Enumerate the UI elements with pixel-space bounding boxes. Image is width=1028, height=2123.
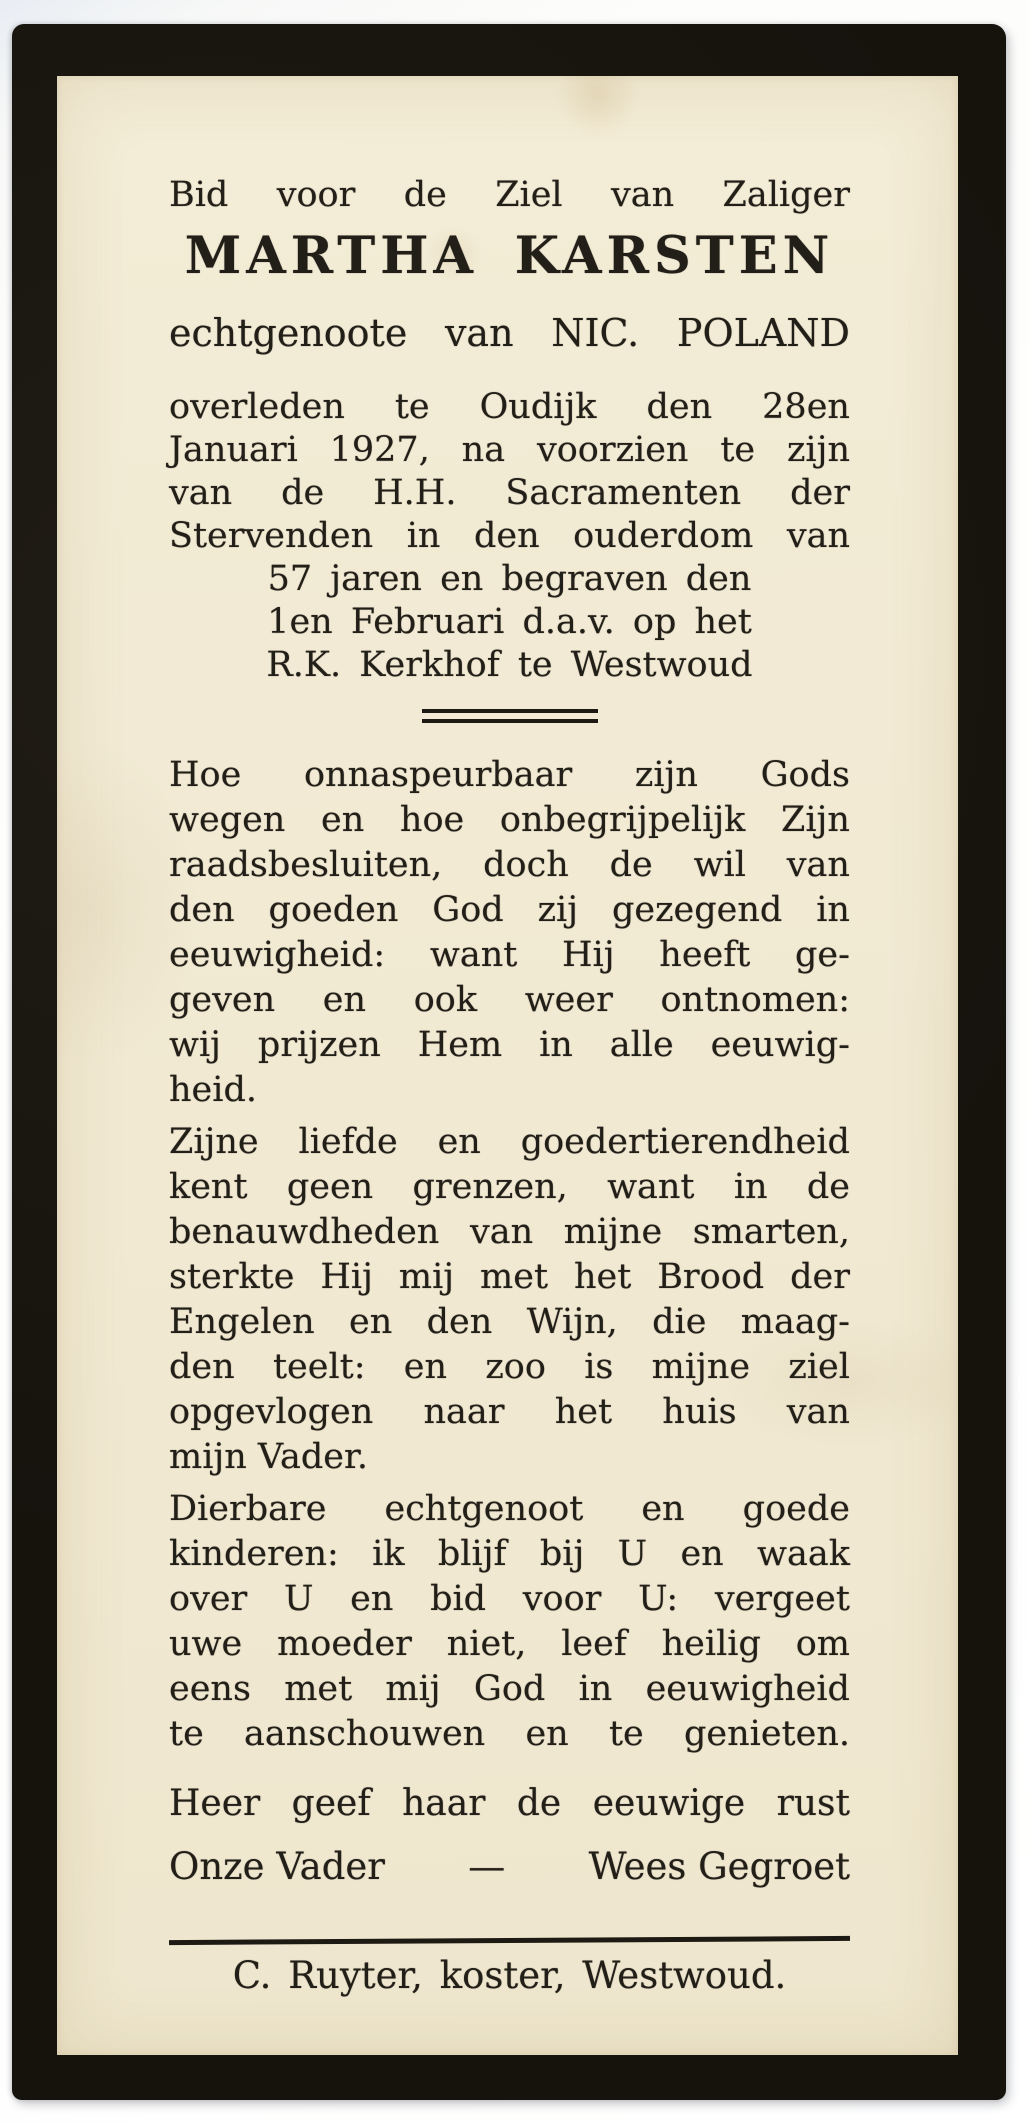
paragraph-line: kent geen grenzen, want in de	[169, 1167, 850, 1207]
paragraph-line: uwe moeder niet, leef heilig om	[169, 1624, 850, 1664]
paragraph-line: heid.	[169, 1070, 257, 1110]
paragraph-line: wij prijzen Hem in alle eeuwig-	[169, 1025, 850, 1065]
double-rule-divider	[422, 709, 598, 723]
prayer-dash: —	[468, 1845, 506, 1888]
relation-line: echtgenoote van NIC. POLAND	[169, 311, 850, 355]
death-details-line: 1en Februari d.a.v. op het	[267, 602, 752, 642]
intro-line: Bid voor de Ziel van Zaliger	[169, 175, 850, 215]
card-content	[169, 76, 850, 2000]
memorial-card	[12, 24, 1006, 2100]
death-details-line: Stervenden in den ouderdom van	[169, 516, 850, 556]
paragraph-line: wegen en hoe onbegrijpelijk Zijn	[169, 800, 850, 840]
farewell-paragraph	[169, 1487, 850, 1757]
prayers-row	[169, 1844, 850, 1890]
paragraph-line: te aanschouwen en te genieten.	[169, 1714, 850, 1754]
prayer-paragraph-1	[169, 753, 850, 1113]
death-details-line: overleden te Oudijk den 28en	[169, 387, 850, 427]
paragraph-line: mijn Vader.	[169, 1437, 368, 1477]
paragraph-line: over U en bid voor U: vergeet	[169, 1579, 850, 1619]
paragraph-line: Engelen en den Wijn, die maag-	[169, 1302, 850, 1342]
death-details-line: 57 jaren en begraven den	[267, 559, 752, 599]
paragraph-line: Zijne liefde en goedertierendheid	[169, 1122, 850, 1162]
death-details-line: Januari 1927, na voorzien te zijn	[169, 430, 850, 470]
footer-rule	[169, 1936, 850, 1945]
death-details-line: van de H.H. Sacramenten der	[169, 473, 850, 513]
eternal-rest-line: Heer geef haar de eeuwige rust	[169, 1783, 850, 1824]
paragraph-line: eens met mij God in eeuwigheid	[169, 1669, 850, 1709]
death-details-line: R.K. Kerkhof te Westwoud	[266, 645, 753, 685]
paragraph-line: sterkte Hij mij met het Brood der	[169, 1257, 850, 1297]
death-details	[169, 386, 850, 687]
deceased-name: MARTHA KARSTEN	[184, 226, 835, 286]
prayer-paragraph-2	[169, 1120, 850, 1480]
paragraph-line: geven en ook weer ontnomen:	[169, 980, 850, 1020]
wees-gegroet-label: Wees Gegroet	[588, 1845, 850, 1888]
paragraph-line: benauwdheden van mijne smarten,	[169, 1212, 850, 1252]
paragraph-line: kinderen: ik blijf bij U en waak	[169, 1534, 850, 1574]
card-paper	[57, 76, 958, 2055]
paragraph-line: eeuwigheid: want Hij heeft ge-	[169, 935, 850, 975]
printer-credit: C. Ruyter, koster, Westwoud.	[232, 1954, 787, 1997]
onze-vader-label: Onze Vader	[169, 1845, 385, 1888]
paragraph-line: Dierbare echtgenoot en goede	[169, 1489, 850, 1529]
paragraph-line: den teelt: en zoo is mijne ziel	[169, 1347, 850, 1387]
paragraph-line: den goeden God zij gezegend in	[169, 890, 850, 930]
paragraph-line: raadsbesluiten, doch de wil van	[169, 845, 850, 885]
paragraph-line: Hoe onnaspeurbaar zijn Gods	[169, 755, 850, 795]
paragraph-line: opgevlogen naar het huis van	[169, 1392, 850, 1432]
